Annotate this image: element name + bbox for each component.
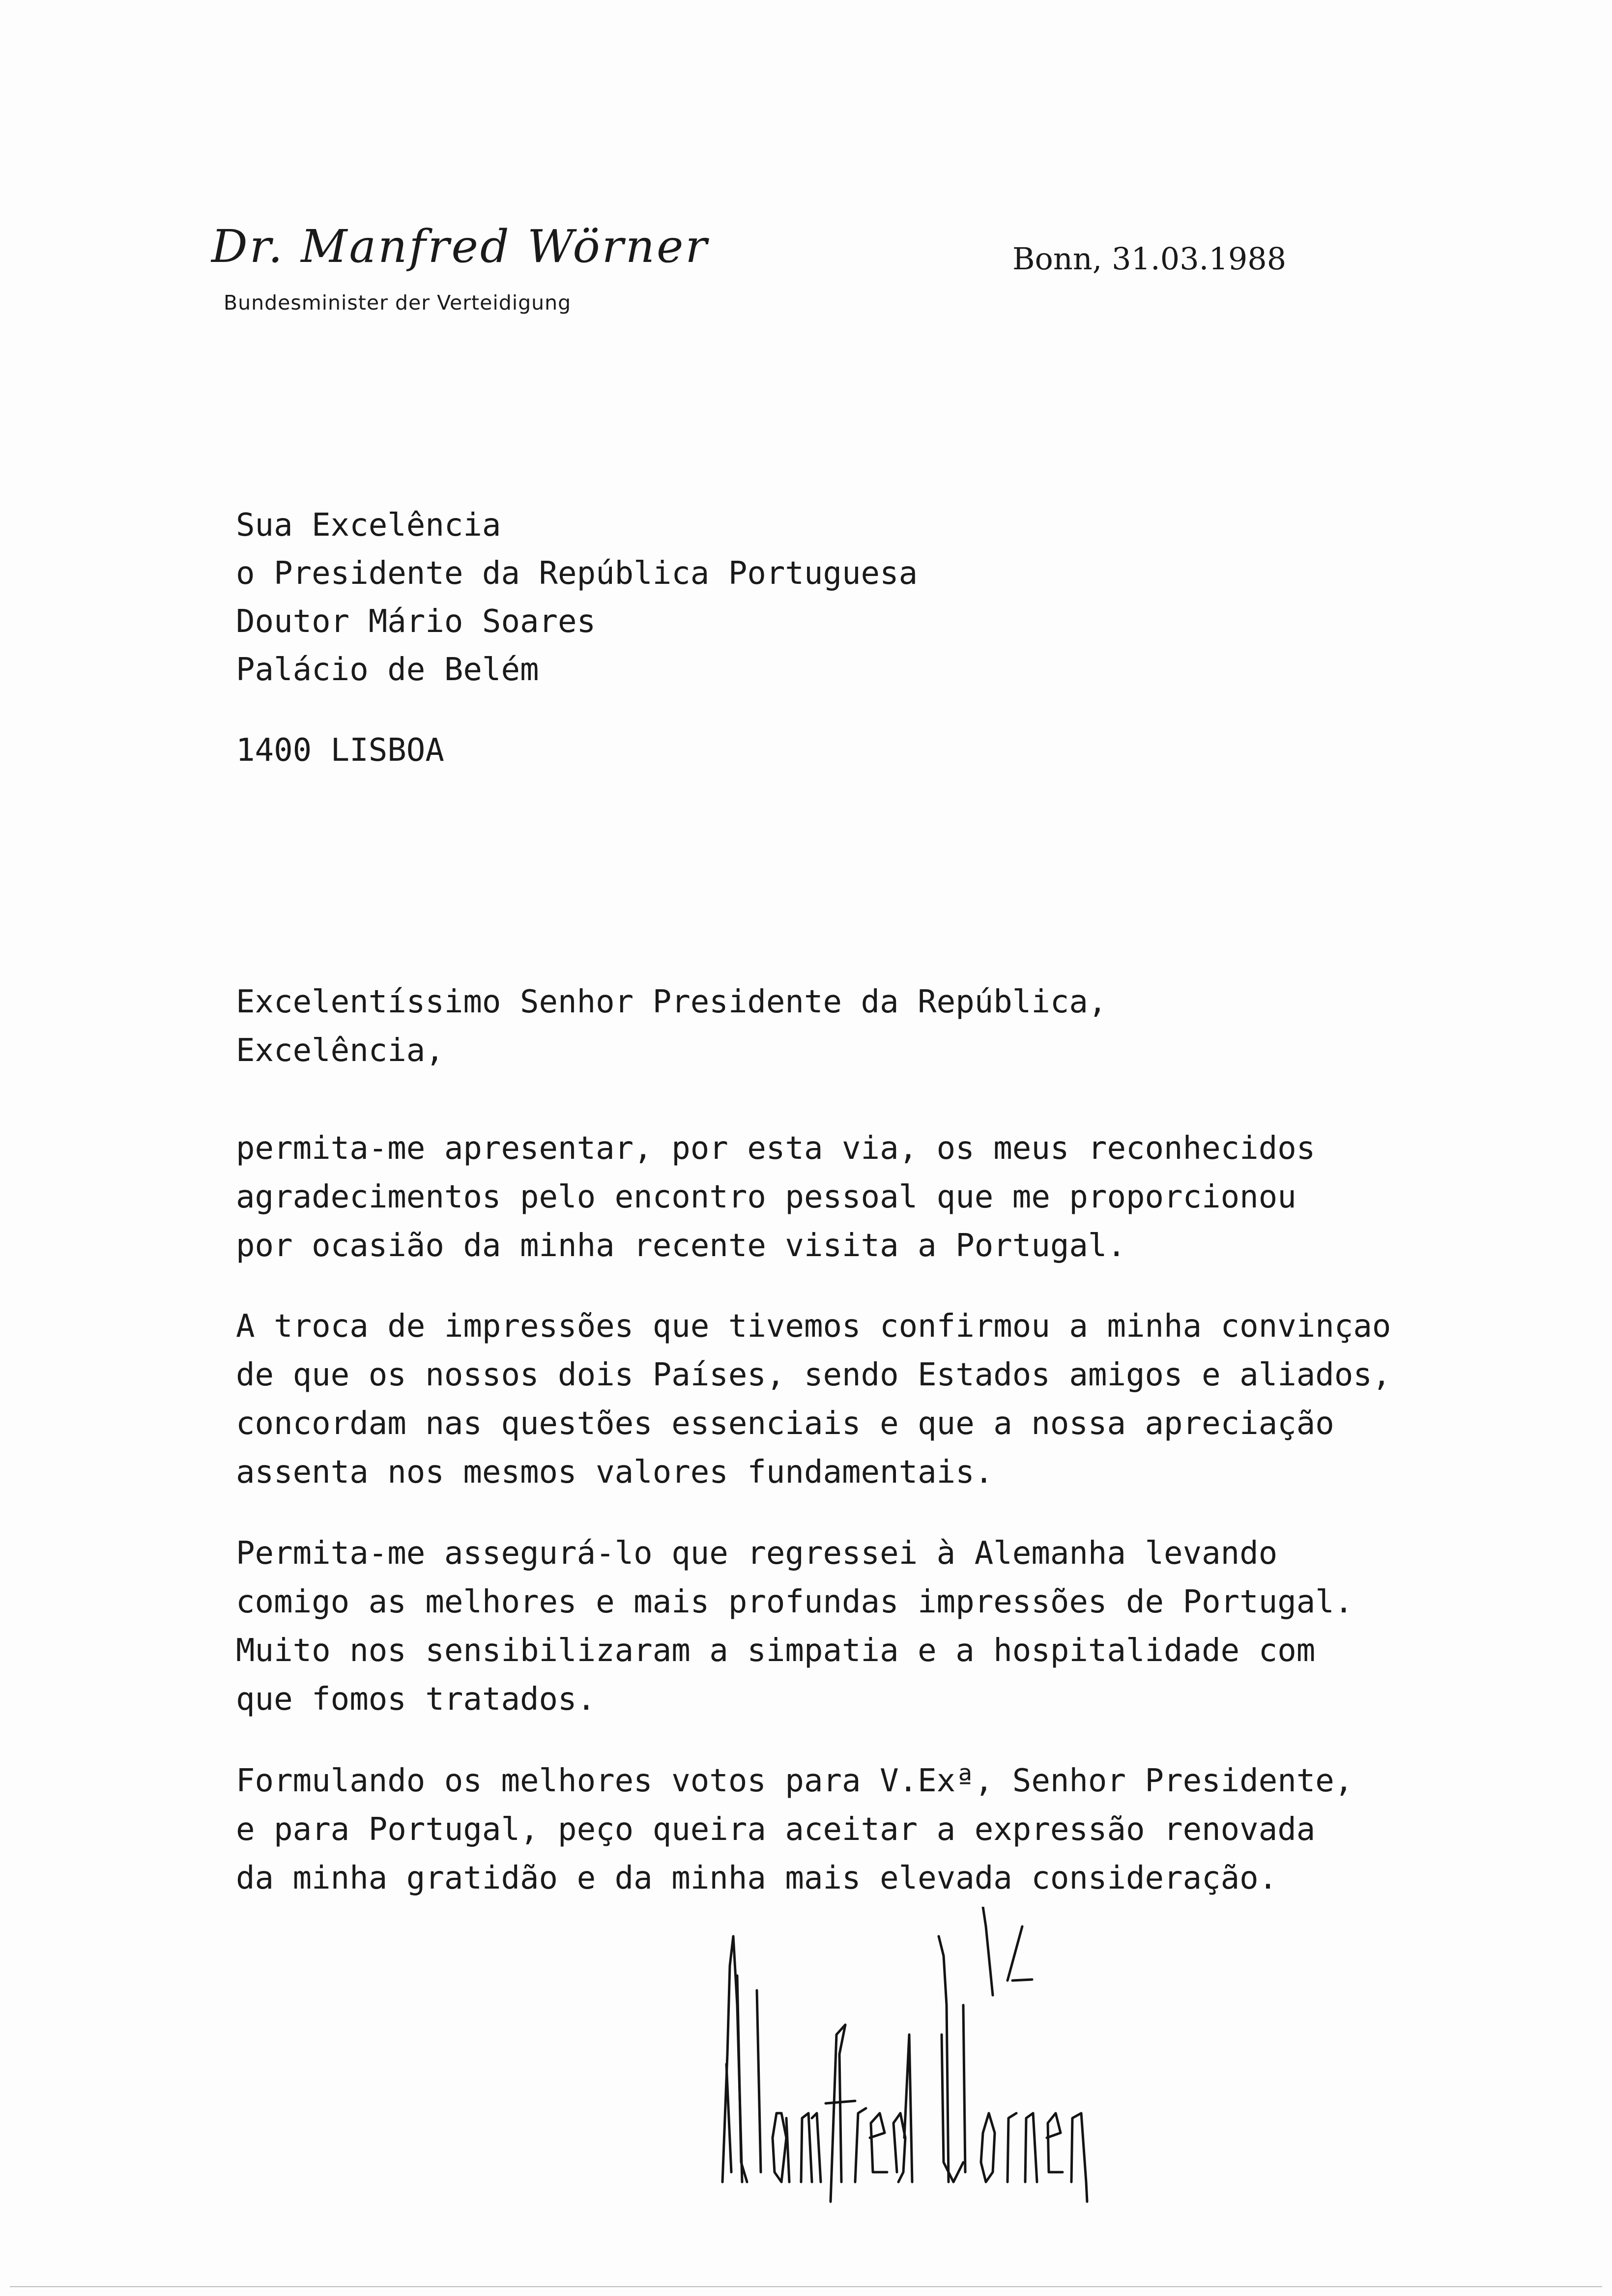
body-paragraph	[236, 1529, 1353, 1724]
address-line: Doutor Mário Soares	[236, 603, 596, 640]
paragraph-line: Muito nos sensibilizaram a simpatia e a hospitalidade com	[236, 1633, 1316, 1669]
page-bottom-rule	[10, 2286, 1602, 2287]
letterhead-name: Dr. Manfred Wörner	[211, 220, 709, 273]
recipient-address	[236, 501, 918, 694]
salutation-line: Excelência,	[236, 1033, 444, 1069]
paragraph-line: permita-me apresentar, por esta via, os meus reconhecidos	[236, 1130, 1316, 1167]
paragraph-line: Permita-me assegurá-lo que regressei à Alemanha levando	[236, 1535, 1278, 1572]
salutation	[236, 978, 1107, 1075]
paragraph-line: comigo as melhores e mais profundas impressões de Portugal.	[236, 1584, 1353, 1620]
salutation-line: Excelentíssimo Senhor Presidente da República,	[236, 984, 1107, 1020]
postcode-line: 1400 LISBOA	[236, 732, 444, 769]
body-paragraph	[236, 1757, 1353, 1903]
body-paragraph	[236, 1124, 1315, 1270]
body-paragraph	[236, 1302, 1391, 1497]
paragraph-line: concordam nas questões essenciais e que a nossa apreciação	[236, 1406, 1334, 1442]
paragraph-line: de que os nossos dois Países, sendo Estados amigos e aliados,	[236, 1357, 1391, 1393]
address-line: o Presidente da República Portuguesa	[236, 555, 918, 592]
paragraph-line: Formulando os melhores votos para V.Exª, Senhor Presidente,	[236, 1763, 1353, 1799]
paragraph-line: e para Portugal, peço queira aceitar a expressão renovada	[236, 1811, 1316, 1848]
paragraph-line: que fomos tratados.	[236, 1681, 596, 1718]
address-line: Palácio de Belém	[236, 652, 539, 688]
letterhead-title: Bundesminister der Verteidigung	[224, 291, 572, 315]
handwritten-signature	[708, 1907, 1121, 2211]
paragraph-line: agradecimentos pelo encontro pessoal que me proporcionou	[236, 1179, 1296, 1215]
paragraph-line: assenta nos mesmos valores fundamentais.	[236, 1454, 994, 1491]
date-line: Bonn, 31.03.1988	[1012, 241, 1287, 277]
address-line: Sua Excelência	[236, 507, 501, 544]
paragraph-line: A troca de impressões que tivemos confirmou a minha convinçao	[236, 1308, 1391, 1345]
paragraph-line: por ocasião da minha recente visita a Portugal.	[236, 1228, 1126, 1264]
paragraph-line: da minha gratidão e da minha mais elevada consideração.	[236, 1860, 1278, 1896]
